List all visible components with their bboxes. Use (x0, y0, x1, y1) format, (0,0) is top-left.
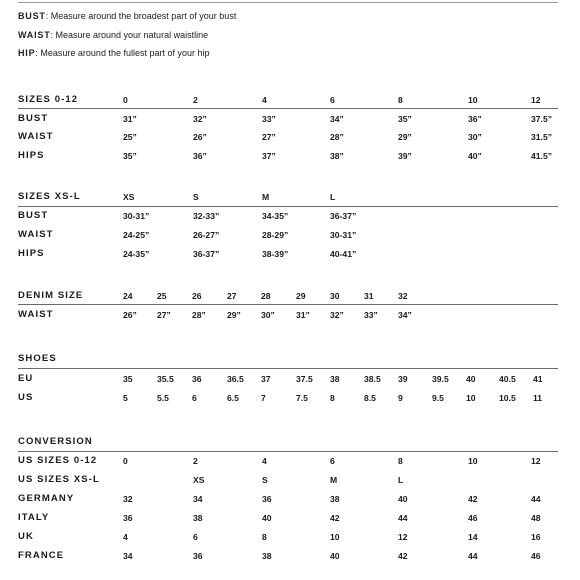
conversion-cell: 38 (262, 550, 272, 561)
conversion-cell: 14 (468, 531, 478, 542)
sizes_0_12-cell: 35” (123, 150, 137, 161)
shoes-row-label: EU (18, 373, 34, 384)
denim-header-cell: 25 (157, 290, 167, 301)
shoes-cell: 35 (123, 373, 133, 384)
sizes_0_12-cell: 32” (193, 113, 207, 124)
conversion-cell: 12 (398, 531, 408, 542)
conversion-cell: 10 (330, 531, 340, 542)
conversion-cell: 36 (262, 493, 272, 504)
sizes_0_12-cell: 41.5” (531, 150, 553, 161)
sizes_0_12-cell: 33” (262, 113, 276, 124)
conversion-cell: 10 (468, 455, 478, 466)
sizes_xs_l-header-cell: M (262, 191, 270, 202)
definition-text: : Measure around the broadest part of your bust (45, 11, 237, 21)
conversion-row-label: US SIZES XS-L (18, 474, 100, 485)
conversion-cell: 40 (330, 550, 340, 561)
denim-row-label: DENIM SIZE (18, 290, 84, 301)
conversion-cell: 44 (531, 493, 541, 504)
shoes-cell: 10.5 (499, 392, 516, 403)
conversion-cell: 36 (123, 512, 133, 523)
sizes_0_12-row-label: SIZES 0-12 (18, 94, 79, 105)
conversion-cell: 40 (398, 493, 408, 504)
sizes_0_12-header-cell: 12 (531, 94, 541, 105)
sizes_xs_l-cell: 40-41” (330, 248, 357, 259)
shoes-section-title: SHOES (18, 353, 57, 364)
sizes_0_12-cell: 38” (330, 150, 344, 161)
shoes-cell: 37 (261, 373, 271, 384)
denim-header-cell: 28 (261, 290, 271, 301)
conversion-row-label: US SIZES 0-12 (18, 455, 98, 466)
conversion-cell: 8 (262, 531, 267, 542)
shoes-cell: 41 (533, 373, 543, 384)
sizes_0_12-header-cell: 2 (193, 94, 198, 105)
shoes-cell: 5 (123, 392, 128, 403)
sizes_xs_l-header-cell: S (193, 191, 199, 202)
sizes_0_12-row-label: BUST (18, 113, 49, 124)
conversion-cell: 48 (531, 512, 541, 523)
conversion-cell: 44 (468, 550, 478, 561)
definition-term: HIP (18, 48, 36, 58)
sizes_0_12-header-cell: 4 (262, 94, 267, 105)
shoes-cell: 9.5 (432, 392, 444, 403)
shoes-divider-0 (18, 368, 558, 369)
sizes_0_12-row-label: WAIST (18, 131, 54, 142)
conversion-row-label: GERMANY (18, 493, 75, 504)
shoes-cell: 8.5 (364, 392, 376, 403)
shoes-cell: 9 (398, 392, 403, 403)
conversion-cell: M (330, 474, 338, 485)
conversion-cell: S (262, 474, 268, 485)
conversion-cell: 40 (262, 512, 272, 523)
denim-header-cell: 26 (192, 290, 202, 301)
shoes-cell: 36 (192, 373, 202, 384)
sizes_xs_l-header-cell: XS (123, 191, 135, 202)
shoes-cell: 35.5 (157, 373, 174, 384)
denim-cell: 28” (192, 309, 206, 320)
conversion-cell: 38 (330, 493, 340, 504)
sizes_0_12-cell: 25” (123, 131, 137, 142)
conversion-cell: 6 (193, 531, 198, 542)
sizes_xs_l-cell: 32-33” (193, 210, 220, 221)
denim-header-cell: 31 (364, 290, 374, 301)
sizes_xs_l-cell: 34-35” (262, 210, 289, 221)
sizes_xs_l-cell: 36-37” (193, 248, 220, 259)
conversion-cell: 4 (262, 455, 267, 466)
sizes_0_12-cell: 31.5” (531, 131, 553, 142)
definition-term: BUST (18, 11, 46, 21)
denim-cell: 26” (123, 309, 137, 320)
conversion-cell: L (398, 474, 404, 485)
sizes_xs_l-row-label: HIPS (18, 248, 45, 259)
denim-row-label: WAIST (18, 309, 54, 320)
denim-cell: 32” (330, 309, 344, 320)
sizes_xs_l-cell: 24-25” (123, 229, 150, 240)
sizes_0_12-cell: 29” (398, 131, 412, 142)
conversion-row-label: ITALY (18, 512, 50, 523)
shoes-cell: 5.5 (157, 392, 169, 403)
sizes_0_12-divider-0 (18, 108, 558, 109)
sizes_xs_l-cell: 38-39” (262, 248, 289, 259)
top-divider (18, 2, 558, 3)
conversion-row-label: UK (18, 531, 34, 542)
conversion-row-label: FRANCE (18, 550, 65, 561)
sizes_xs_l-cell: 26-27” (193, 229, 220, 240)
conversion-cell: 42 (398, 550, 408, 561)
sizes_0_12-cell: 31” (123, 113, 137, 124)
conversion-cell: 34 (193, 493, 203, 504)
conversion-cell: XS (193, 474, 205, 485)
denim-cell: 33” (364, 309, 378, 320)
denim-header-cell: 24 (123, 290, 133, 301)
sizes_xs_l-row-label: WAIST (18, 229, 54, 240)
shoes-cell: 6 (192, 392, 197, 403)
conversion-cell: 0 (123, 455, 128, 466)
shoes-cell: 36.5 (227, 373, 244, 384)
sizes_xs_l-cell: 28-29” (262, 229, 289, 240)
sizes_xs_l-row-label: SIZES XS-L (18, 191, 81, 202)
conversion-cell: 8 (398, 455, 403, 466)
conversion-cell: 2 (193, 455, 198, 466)
sizes_0_12-header-cell: 8 (398, 94, 403, 105)
denim-cell: 27” (157, 309, 171, 320)
shoes-cell: 10 (466, 392, 476, 403)
denim-cell: 31” (296, 309, 310, 320)
sizes_xs_l-row-label: BUST (18, 210, 49, 221)
sizes_0_12-cell: 27” (262, 131, 276, 142)
sizes_0_12-cell: 40” (468, 150, 482, 161)
sizes_0_12-cell: 28” (330, 131, 344, 142)
conversion-section-title: CONVERSION (18, 436, 93, 447)
conversion-cell: 32 (123, 493, 133, 504)
conversion-cell: 46 (468, 512, 478, 523)
sizes_0_12-cell: 37” (262, 150, 276, 161)
conversion-cell: 44 (398, 512, 408, 523)
conversion-cell: 12 (531, 455, 541, 466)
denim-cell: 34” (398, 309, 412, 320)
conversion-cell: 4 (123, 531, 128, 542)
definition-hip (18, 48, 210, 58)
sizes_0_12-cell: 39” (398, 150, 412, 161)
denim-cell: 30” (261, 309, 275, 320)
conversion-cell: 16 (531, 531, 541, 542)
sizes_0_12-cell: 37.5” (531, 113, 553, 124)
conversion-divider-0 (18, 451, 558, 452)
shoes-cell: 40.5 (499, 373, 516, 384)
definition-text: : Measure around your natural waistline (50, 30, 209, 40)
conversion-cell: 6 (330, 455, 335, 466)
sizes_0_12-cell: 34” (330, 113, 344, 124)
sizes_0_12-header-cell: 6 (330, 94, 335, 105)
conversion-cell: 34 (123, 550, 133, 561)
definition-text: : Measure around the fullest part of your hip (35, 48, 210, 58)
denim-header-cell: 27 (227, 290, 237, 301)
sizes_0_12-header-cell: 0 (123, 94, 128, 105)
denim-header-cell: 32 (398, 290, 408, 301)
sizes_xs_l-cell: 36-37” (330, 210, 357, 221)
definition-bust (18, 11, 236, 21)
sizes_xs_l-cell: 30-31” (330, 229, 357, 240)
shoes-cell: 8 (330, 392, 335, 403)
denim-cell: 29” (227, 309, 241, 320)
shoes-cell: 37.5 (296, 373, 313, 384)
definition-waist (18, 30, 208, 40)
shoes-row-label: US (18, 392, 34, 403)
conversion-cell: 36 (193, 550, 203, 561)
sizes_0_12-cell: 35” (398, 113, 412, 124)
conversion-cell: 46 (531, 550, 541, 561)
shoes-cell: 11 (533, 392, 543, 403)
shoes-cell: 40 (466, 373, 476, 384)
sizes_0_12-row-label: HIPS (18, 150, 45, 161)
conversion-cell: 38 (193, 512, 203, 523)
denim-header-cell: 29 (296, 290, 306, 301)
shoes-cell: 7 (261, 392, 266, 403)
sizes_0_12-cell: 36” (193, 150, 207, 161)
shoes-cell: 38 (330, 373, 340, 384)
sizes_xs_l-divider-0 (18, 206, 558, 207)
sizes_xs_l-header-cell: L (330, 191, 336, 202)
sizes_0_12-cell: 36” (468, 113, 482, 124)
sizes_0_12-cell: 26” (193, 131, 207, 142)
sizes_xs_l-cell: 30-31” (123, 210, 150, 221)
denim-header-cell: 30 (330, 290, 340, 301)
conversion-cell: 42 (468, 493, 478, 504)
definition-term: WAIST (18, 30, 51, 40)
shoes-cell: 39.5 (432, 373, 449, 384)
denim-divider-0 (18, 304, 558, 305)
sizes_xs_l-cell: 24-35” (123, 248, 150, 259)
shoes-cell: 7.5 (296, 392, 308, 403)
shoes-cell: 39 (398, 373, 408, 384)
sizes_0_12-header-cell: 10 (468, 94, 478, 105)
shoes-cell: 6.5 (227, 392, 239, 403)
conversion-cell: 42 (330, 512, 340, 523)
shoes-cell: 38.5 (364, 373, 381, 384)
sizes_0_12-cell: 30” (468, 131, 482, 142)
